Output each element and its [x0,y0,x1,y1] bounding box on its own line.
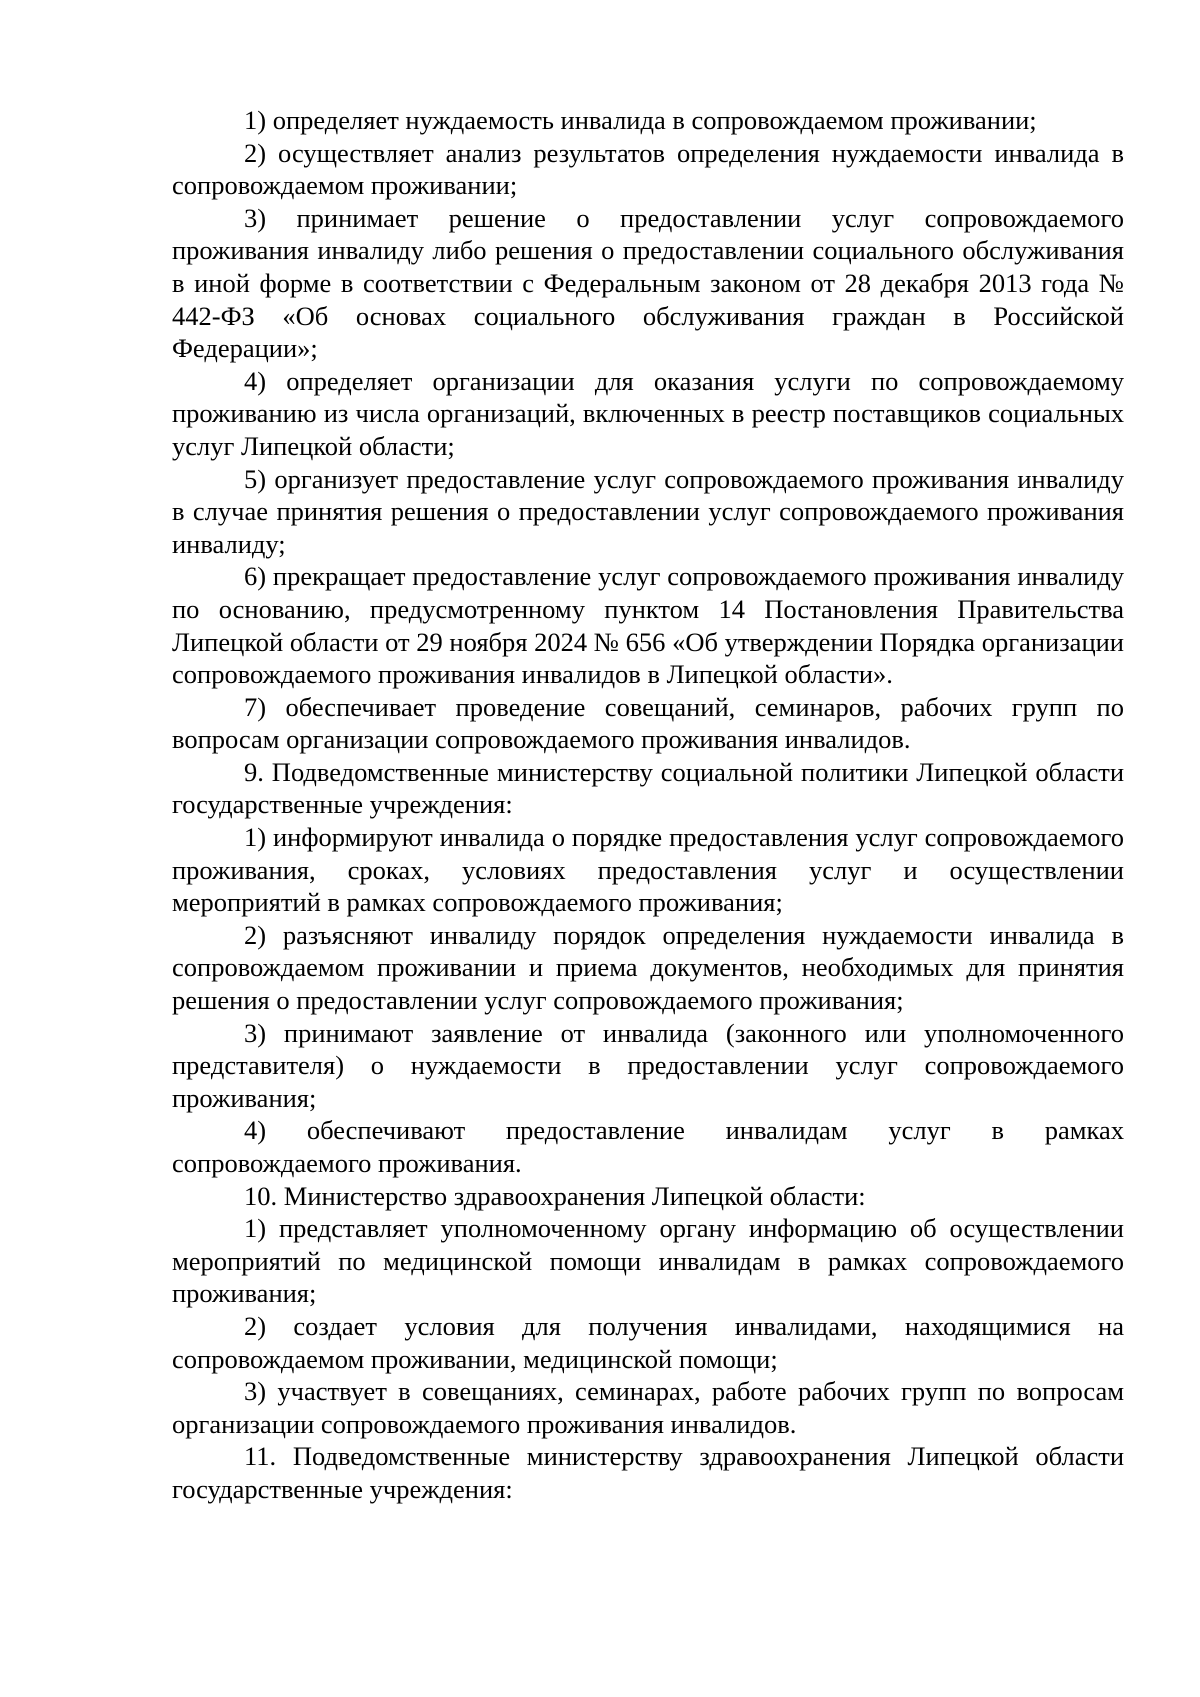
paragraph: 7) обеспечивает проведение совещаний, семинаров, рабочих групп по вопросам организации сопровождаемого проживания инвалидов. [172,691,1124,755]
paragraph: 4) обеспечивают предоставление инвалидам услуг в рамках сопровождаемого проживания. [172,1115,1124,1178]
paragraph: 2) разъясняют инвалиду порядок определения нуждаемости инвалида в сопровождаемом проживании и приема документов, необходимых для принятия решения о предоставлении услуг сопровождаемого проживания; [172,919,1124,1016]
paragraph: 3) принимает решение о предоставлении услуг сопровождаемого проживания инвалиду либо решения о предоставлении социального обслуживания в иной форме в соответствии с Федеральным законом от 28 декабря 2013 года № 442-ФЗ «Об основах социального обслуживания граждан в Российской Федерации»; [172,202,1124,364]
paragraph: 4) определяет организации для оказания услуги по сопровождаемому проживанию из числа организаций, включенных в реестр поставщиков социальных услуг Липецкой области; [172,365,1124,461]
paragraph: 2) осуществляет анализ результатов определения нуждаемости инвалида в сопровождаемом проживании; [172,137,1124,201]
section-heading-paragraph: 9. Подведомственные министерству социальной политики Липецкой области государственные учреждения: [172,756,1124,820]
paragraph: 1) определяет нуждаемость инвалида в сопровождаемом проживании; [244,105,1037,135]
paragraph: 6) прекращает предоставление услуг сопровождаемого проживания инвалиду по основанию, предусмотренному пунктом 14 Постановления Правительства Липецкой области от 29 ноября 2024 № 656 «Об утверждении Порядка организации сопровождаемого проживания инвалидов в Липецкой области». [172,561,1124,690]
document-page [172,104,1124,1506]
section-heading-paragraph: 11. Подведомственные министерству здравоохранения Липецкой области государственные учреждения: [172,1441,1124,1504]
paragraph: 5) организует предоставление услуг сопровождаемого проживания инвалиду в случае принятия решения о предоставлении услуг сопровождаемого проживания инвалиду; [172,463,1124,559]
paragraph: 3) участвует в совещаниях, семинарах, работе рабочих групп по вопросам организации сопровождаемого проживания инвалидов. [172,1376,1124,1439]
paragraph: 1) представляет уполномоченному органу информацию об осуществлении мероприятий по медицинской помощи инвалидам в рамках сопровождаемого проживания; [172,1213,1124,1309]
paragraph: 1) информируют инвалида о порядке предоставления услуг сопровождаемого проживания, сроках, условиях предоставления услуг и осуществлении мероприятий в рамках сопровождаемого проживания; [172,822,1124,918]
paragraph: 2) создает условия для получения инвалидами, находящимися на сопровождаемом проживании, медицинской помощи; [172,1310,1124,1374]
paragraph: 3) принимают заявление от инвалида (законного или уполномоченного представителя) о нуждаемости в предоставлении услуг сопровождаемого проживания; [172,1017,1124,1113]
section-heading-paragraph: 10. Министерство здравоохранения Липецкой области: [244,1180,866,1211]
